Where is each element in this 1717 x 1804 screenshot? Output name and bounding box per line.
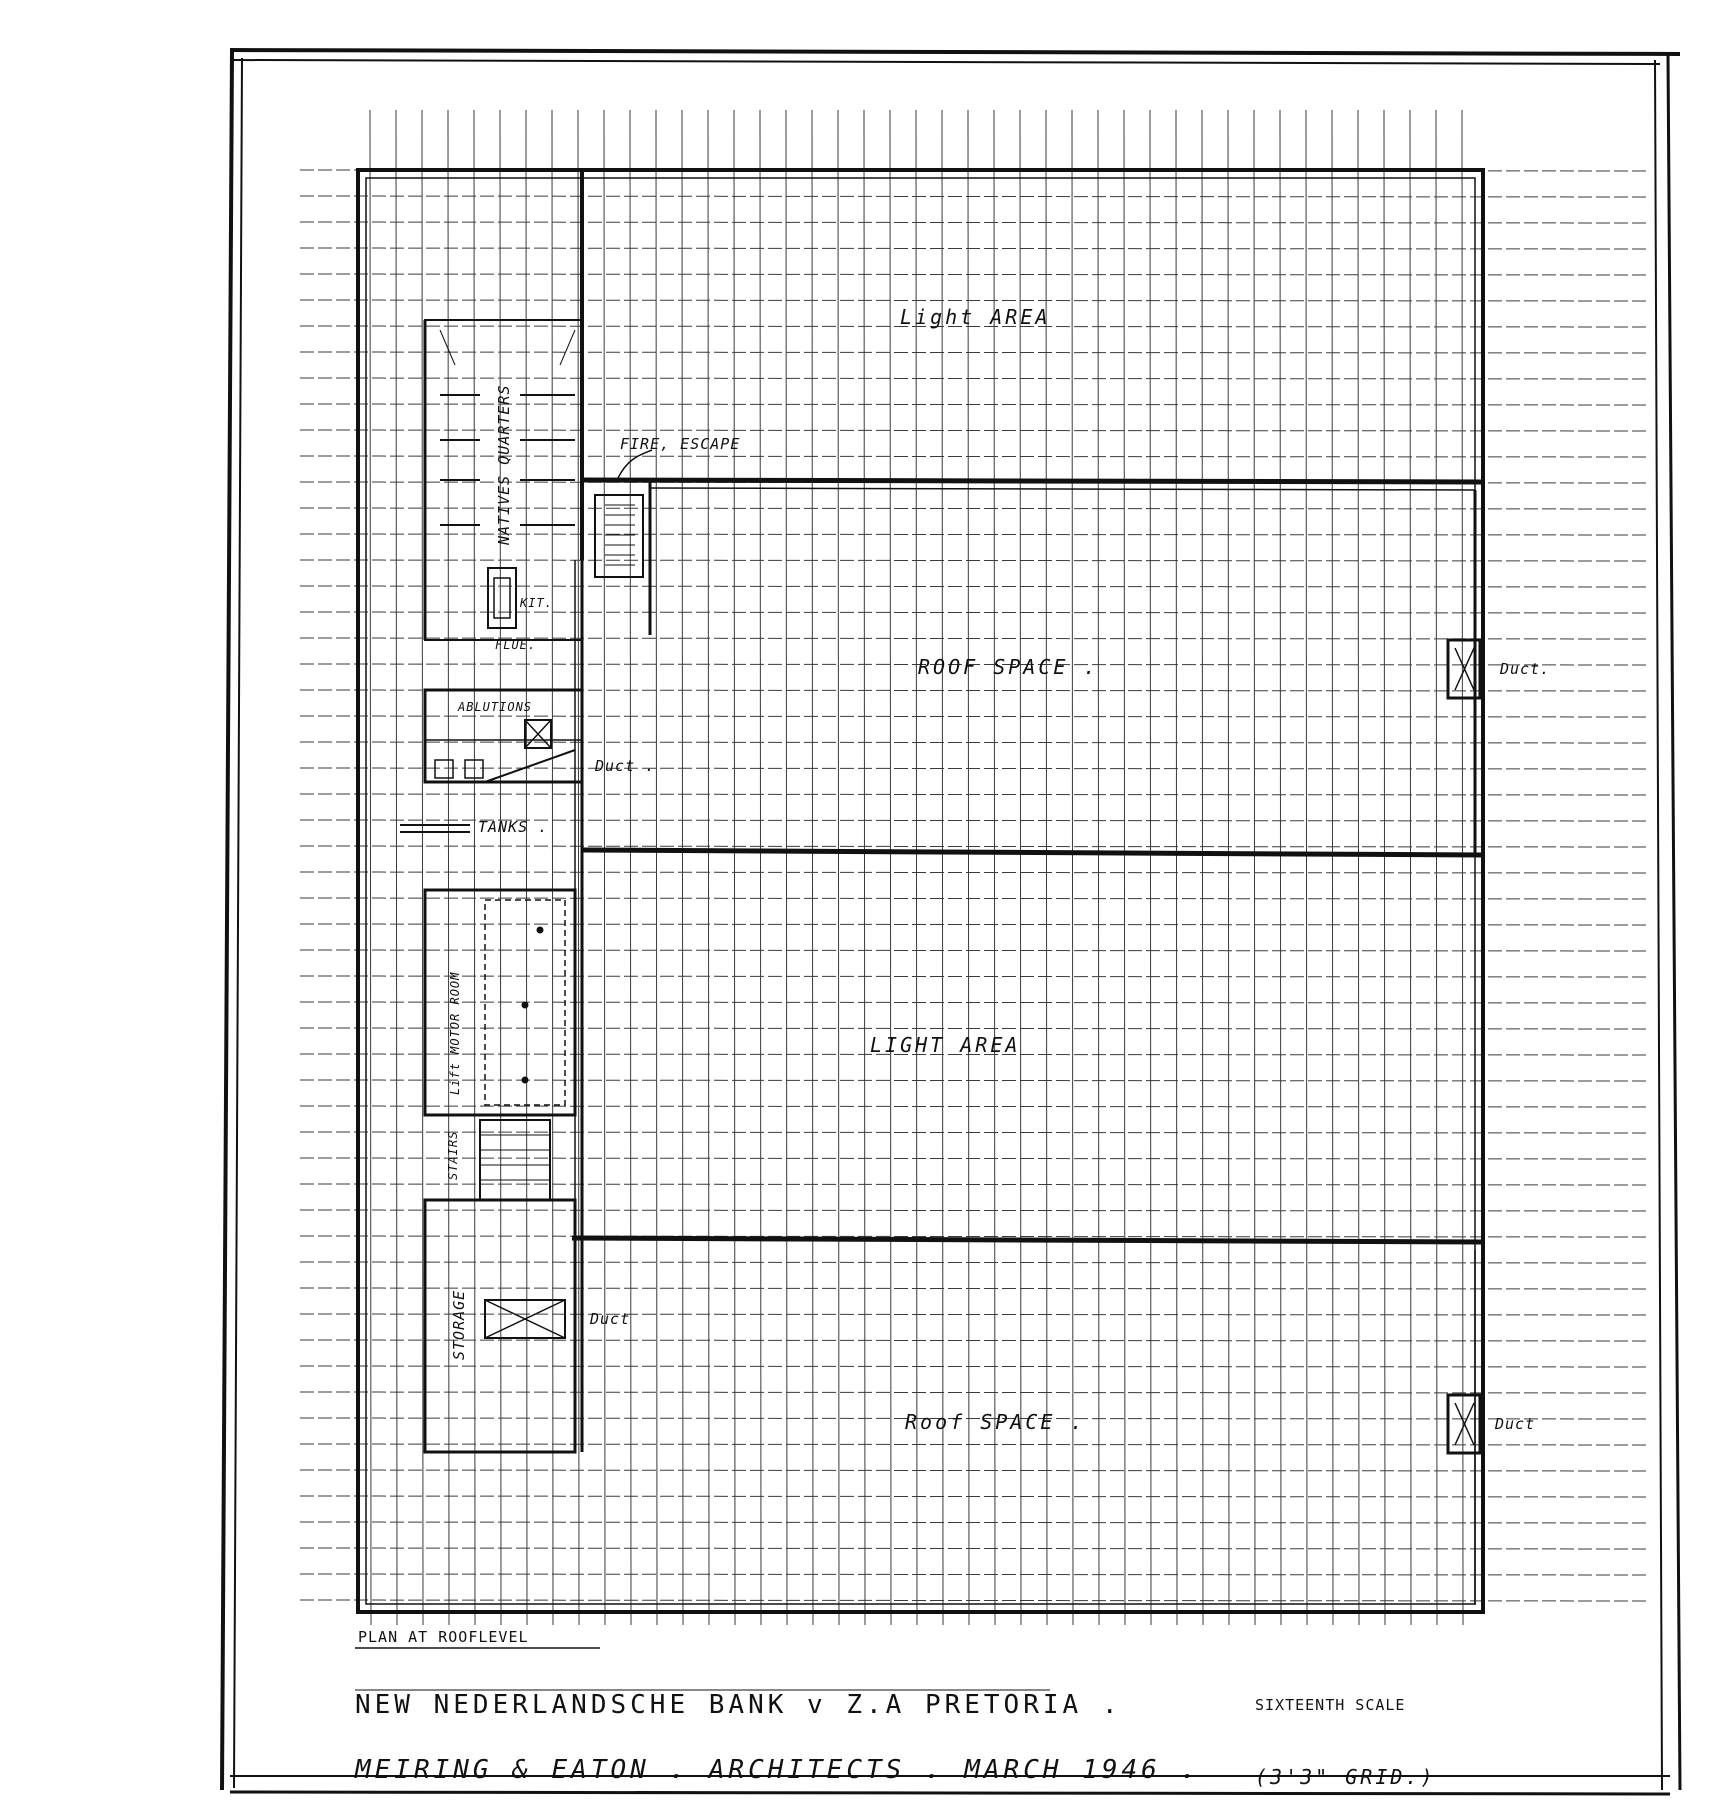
grid-line-horizontal <box>300 1106 1650 1107</box>
grid-line-vertical <box>1306 110 1307 1625</box>
grid-line-horizontal <box>300 898 1650 899</box>
grid-line-vertical <box>1176 110 1177 1625</box>
label-roof-space-lower: Roof SPACE . <box>905 1410 1086 1434</box>
grid-line-horizontal <box>300 950 1650 951</box>
grid-line-horizontal <box>300 352 1650 353</box>
grid-line-vertical <box>682 110 683 1625</box>
label-duct-storage: Duct <box>590 1310 631 1328</box>
grid-line-vertical <box>1358 110 1359 1625</box>
grid-line-vertical <box>630 110 631 1625</box>
label-light-area-middle: LIGHT AREA <box>870 1033 1021 1057</box>
grid-line-vertical <box>942 110 943 1625</box>
grid-line-horizontal <box>300 1158 1650 1159</box>
grid-line-vertical <box>370 110 371 1625</box>
grid-line-vertical <box>968 110 969 1625</box>
grid-line-vertical <box>734 110 735 1625</box>
grid-line-vertical <box>760 110 761 1625</box>
grid-line-vertical <box>1202 110 1203 1625</box>
label-duct-lower-right: Duct <box>1495 1415 1536 1433</box>
label-ablutions: ABLUTIONS <box>458 700 533 714</box>
grid-line-horizontal <box>300 794 1650 795</box>
grid-line-vertical <box>448 110 449 1625</box>
grid-line-vertical <box>500 110 501 1625</box>
grid-line-vertical <box>396 110 397 1625</box>
project-title: NEW NEDERLANDSCHE BANK v Z.A PRETORIA . <box>355 1690 1122 1720</box>
grid-line-vertical <box>812 110 813 1625</box>
grid-line-horizontal <box>300 196 1650 197</box>
grid-line-vertical <box>864 110 865 1625</box>
grid-line-horizontal <box>300 768 1650 769</box>
grid-line-horizontal <box>300 1366 1650 1367</box>
grid-line-vertical <box>578 110 579 1625</box>
grid-line-horizontal <box>300 924 1650 925</box>
label-duct-ablutions: Duct . <box>595 757 656 775</box>
grid-line-vertical <box>1098 110 1099 1625</box>
grid-line-horizontal <box>300 222 1650 223</box>
label-kit: KIT. <box>520 596 553 610</box>
grid-line-horizontal <box>300 1340 1650 1341</box>
grid-line-vertical <box>1124 110 1125 1625</box>
grid-line-horizontal <box>300 612 1650 613</box>
scale-note: SIXTEENTH SCALE <box>1255 1696 1406 1714</box>
architects-line: MEIRING & EATON . ARCHITECTS . MARCH 1946 . <box>355 1755 1201 1785</box>
label-flue: FLUE. <box>495 638 537 652</box>
grid-line-horizontal <box>300 1184 1650 1185</box>
grid-line-vertical <box>1332 110 1333 1625</box>
grid-line-vertical <box>474 110 475 1625</box>
grid-line-horizontal <box>300 1548 1650 1549</box>
label-lift-motor-room: Lift MOTOR ROOM <box>448 971 462 1095</box>
grid-line-vertical <box>1046 110 1047 1625</box>
grid-line-vertical <box>1462 110 1463 1625</box>
grid-line-horizontal <box>300 872 1650 873</box>
grid-line-horizontal <box>300 1210 1650 1211</box>
grid-line-horizontal <box>300 1288 1650 1289</box>
grid-line-vertical <box>786 110 787 1625</box>
grid-line-horizontal <box>300 1132 1650 1133</box>
label-stairs: STAIRS <box>446 1130 460 1180</box>
grid-line-horizontal <box>300 1262 1650 1263</box>
grid-line-horizontal <box>300 1496 1650 1497</box>
grid-line-horizontal <box>300 742 1650 743</box>
grid-line-vertical <box>838 110 839 1625</box>
label-natives-quarters: NATIVES QUARTERS <box>495 384 513 545</box>
grid-line-horizontal <box>300 1236 1650 1237</box>
grid-line-horizontal <box>300 976 1650 977</box>
label-fire-escape: FIRE, ESCAPE <box>620 435 741 453</box>
grid-line-vertical <box>526 110 527 1625</box>
grid-line-vertical <box>1384 110 1385 1625</box>
grid-line-horizontal <box>300 300 1650 301</box>
plan-title: PLAN AT ROOFLEVEL <box>358 1628 529 1646</box>
grid-line-vertical <box>1150 110 1151 1625</box>
grid-line-horizontal <box>300 716 1650 717</box>
grid-line-vertical <box>708 110 709 1625</box>
grid-line-vertical <box>1280 110 1281 1625</box>
grid-note: (3'3" GRID.) <box>1255 1765 1436 1789</box>
grid-line-horizontal <box>300 1028 1650 1029</box>
label-light-area-top: Light AREA <box>900 305 1051 329</box>
grid-line-vertical <box>1254 110 1255 1625</box>
grid-line-horizontal <box>300 378 1650 379</box>
grid-line-horizontal <box>300 274 1650 275</box>
grid-line-vertical <box>1436 110 1437 1625</box>
grid-line-horizontal <box>300 1314 1650 1315</box>
label-duct-upper-right: Duct. <box>1500 660 1551 678</box>
grid-line-horizontal <box>300 846 1650 847</box>
grid-line-horizontal <box>300 586 1650 587</box>
grid-line-vertical <box>890 110 891 1625</box>
building-walls <box>355 170 1483 1690</box>
grid-line-horizontal <box>300 1574 1650 1575</box>
label-storage: STORAGE <box>450 1289 468 1360</box>
grid-line-vertical <box>604 110 605 1625</box>
grid-line-horizontal <box>300 248 1650 249</box>
grid-line-horizontal <box>300 1470 1650 1471</box>
grid-line-vertical <box>656 110 657 1625</box>
label-tanks: TANKS . <box>478 818 549 836</box>
grid-line-vertical <box>1410 110 1411 1625</box>
grid-line-vertical <box>422 110 423 1625</box>
grid-line-vertical <box>994 110 995 1625</box>
grid-line-vertical <box>1072 110 1073 1625</box>
grid-line-horizontal <box>300 1522 1650 1523</box>
grid-line-vertical <box>552 110 553 1625</box>
grid-line-vertical <box>916 110 917 1625</box>
grid-line-vertical <box>1020 110 1021 1625</box>
grid-line-vertical <box>1228 110 1229 1625</box>
label-roof-space-upper: ROOF SPACE . <box>918 655 1099 679</box>
grid-line-horizontal <box>300 1600 1650 1601</box>
grid-line-horizontal <box>300 1392 1650 1393</box>
grid-line-horizontal <box>300 1002 1650 1003</box>
grid-line-horizontal <box>300 560 1650 561</box>
grid-line-horizontal <box>300 1080 1650 1081</box>
